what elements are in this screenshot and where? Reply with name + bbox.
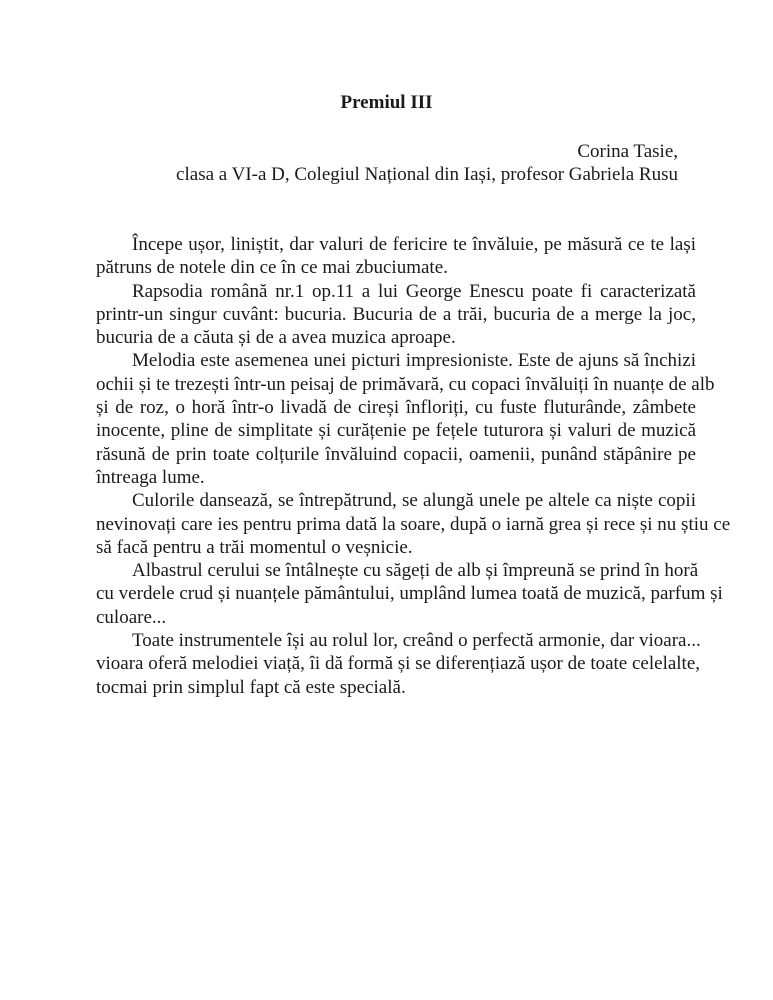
text-line: printr-un singur cuvânt: bucuria. Bucuria de a trăi, bucuria de a merge la joc, [96,303,696,325]
text-line: răsună de prin toate colțurile învăluind copacii, oamenii, punând stăpânire pe [96,443,696,465]
text-line: inocente, pline de simplitate și curățenie pe fețele tuturora și valuri de muzică [96,420,696,442]
text-line: Culorile dansează, se întrepătrund, se alungă unele pe altele ca niște copii [132,490,696,512]
essay-body [96,233,731,699]
text-line: vioara oferă melodiei viață, îi dă formă și se diferențiază ușor de toate celelalte, [96,653,701,675]
author-details: clasa a VI-a D, Colegiul Național din Iași, profesor Gabriela Rusu [176,164,678,185]
text-line: cu verdele crud și nuanțele pământului, umplând lumea toată de muzică, parfum și [96,583,723,605]
text-line: întreaga lume. [96,466,205,488]
text-line: Începe ușor, liniștit, dar valuri de fericire te învăluie, pe măsură ce te lași [132,234,696,255]
text-line: bucuria de a căuta și de a avea muzica aproape. [96,327,456,349]
text-line: Toate instrumentele își au rolul lor, creând o perfectă armonie, dar vioara... [132,630,701,652]
paragraph-6 [96,629,701,699]
text-line: pătruns de notele din ce în ce mai zbuciumate. [96,257,448,279]
text-line: ochii și te trezești într-un peisaj de primăvară, cu copaci învăluiți în nuanțe de alb [96,373,715,395]
paragraph-5 [96,559,723,629]
paragraph-4 [96,489,731,559]
paragraph-3 [96,349,715,489]
author-block [78,140,678,186]
paragraph-1 [96,233,696,280]
text-line: Albastrul cerului se întâlnește cu săgeți de alb și împreună se prind în horă [132,560,699,582]
text-line: tocmai prin simplul fapt că este specială. [96,676,406,698]
text-line: Melodia este asemenea unei picturi impresioniste. Este de ajuns să închizi [132,350,696,372]
paragraph-2 [96,280,696,350]
document-title: Premiul III [340,92,433,113]
author-name: Corina Tasie, [577,141,678,162]
text-line: nevinovați care ies pentru prima dată la soare, după o iarnă grea și rece și nu știu ce [96,513,731,535]
text-line: și de roz, o horă într-o livadă de cireși înfloriți, cu fuste fluturânde, zâmbete [96,397,696,419]
text-line: culoare... [96,606,167,628]
text-line: Rapsodia română nr.1 op.11 a lui George Enescu poate fi caracterizată [132,280,696,302]
text-line: să facă pentru a trăi momentul o veșnicie. [96,536,413,558]
